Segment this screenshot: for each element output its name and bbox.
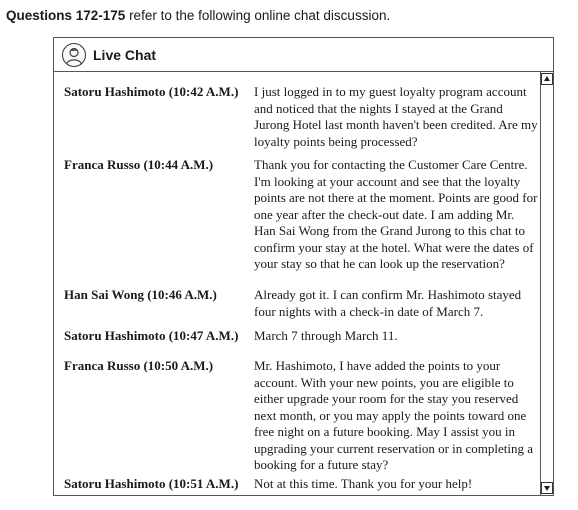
scroll-down-arrow-icon[interactable] <box>541 482 553 494</box>
scroll-up-arrow-icon[interactable] <box>541 73 553 85</box>
message-sender: Satoru Hashimoto (10:47 A.M.) <box>64 328 239 343</box>
chat-header <box>54 38 553 72</box>
message-text: March 7 through March 11. <box>254 328 398 343</box>
message-text: Not at this time. Thank you for your help! <box>254 476 473 491</box>
message-sender: Satoru Hashimoto (10:51 A.M.) <box>64 476 239 491</box>
message-sender: Franca Russo (10:50 A.M.) <box>64 358 214 373</box>
chat-transcript <box>54 72 539 495</box>
user-avatar-icon <box>62 43 86 67</box>
chat-window <box>53 37 554 496</box>
message-text: I just logged in to my guest loyalty program account and noticed that the nights I stayed at the Grand Jurong Hotel last month haven't been credited. Are my loyalty points being processed? <box>254 84 538 149</box>
question-number: Questions 172-175 <box>6 8 126 23</box>
message-text: Mr. Hashimoto, I have added the points to your account. With your new points, you are eligible to either upgrade your room for the stay you reserved next month, or you may apply the points toward one free night on a future booking. May I assist you in upgrading your current reservation or in completing a booking for a future stay? <box>254 358 534 472</box>
chat-scrollbar[interactable] <box>540 72 553 495</box>
question-intro <box>6 8 390 23</box>
message-text: Already got it. I can confirm Mr. Hashimoto stayed four nights with a check-in date of March 7. <box>254 287 522 319</box>
question-instructions: refer to the following online chat discussion. <box>125 8 391 23</box>
message-text: Thank you for contacting the Customer Care Centre. I'm looking at your account and see that the loyalty points are not there at the moment. Points are good for one year after the check-out date. I am adding Mr. Han Sai Wong from the Grand Jurong to this chat to confirm your stay at the hotel. What were the dates of your stay so that he can look up the reservation? <box>254 157 538 271</box>
message-sender: Franca Russo (10:44 A.M.) <box>64 157 214 172</box>
message-sender: Satoru Hashimoto (10:42 A.M.) <box>64 84 239 99</box>
message-sender: Han Sai Wong (10:46 A.M.) <box>64 287 217 302</box>
chat-title: Live Chat <box>93 46 157 63</box>
